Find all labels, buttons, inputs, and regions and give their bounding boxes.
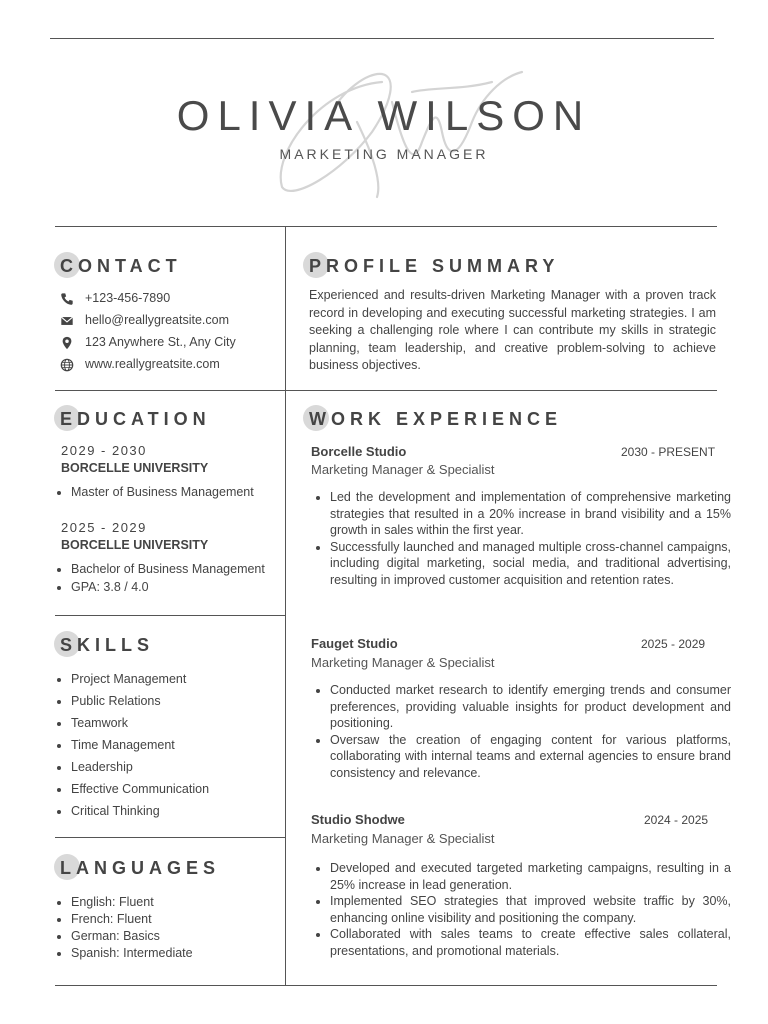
- list-item: • Time Management: [71, 734, 209, 756]
- job-role: Marketing Manager & Specialist: [311, 462, 495, 477]
- list-item: • Implemented SEO strategies that improved website traffic by 30%, enhancing online visibility and positioning the company.: [330, 893, 731, 926]
- education-years: 2029 - 2030: [61, 443, 147, 458]
- contact-divider: [55, 390, 717, 391]
- education-school: BORCELLE UNIVERSITY: [61, 538, 209, 552]
- list-item: • Conducted market research to identify emerging trends and consumer preferences, providing valuable insights for product development and positioning.: [330, 682, 731, 732]
- skills-list: [54, 668, 209, 822]
- skills-heading: SKILLS: [60, 635, 154, 656]
- top-divider: [50, 38, 714, 39]
- candidate-name: OLIVIA WILSON: [176, 92, 592, 139]
- education-heading: EDUCATION: [60, 409, 211, 430]
- list-item: • Oversaw the creation of engaging content for various platforms, collaborating with internal teams and external agencies to ensure brand consistency and relevance.: [330, 732, 731, 782]
- education-years: 2025 - 2029: [61, 520, 147, 535]
- job-company: Studio Shodwe: [311, 812, 405, 827]
- list-item: • Collaborated with sales teams to create effective sales collateral, presentations, and promotional materials.: [330, 926, 731, 959]
- languages-heading: LANGUAGES: [60, 858, 220, 879]
- list-item: • Developed and executed targeted marketing campaigns, resulting in a 25% increase in lead generation.: [330, 860, 731, 893]
- list-item: • English: Fluent: [71, 894, 193, 911]
- list-item: • Led the development and implementation of comprehensive marketing strategies that resulted in a 20% increase in brand visibility and a 15% growth in sales within the first year.: [330, 489, 731, 539]
- skills-divider: [55, 837, 285, 838]
- globe-icon: [60, 358, 74, 372]
- languages-list: [54, 894, 193, 962]
- profile-heading: PROFILE SUMMARY: [309, 256, 559, 277]
- education-divider: [55, 615, 285, 616]
- list-item: • Spanish: Intermediate: [71, 945, 193, 962]
- bottom-divider: [55, 985, 717, 986]
- list-item: • Public Relations: [71, 690, 209, 712]
- location-pin-icon: [60, 336, 74, 350]
- education-school: BORCELLE UNIVERSITY: [61, 461, 209, 475]
- header-divider: [55, 226, 717, 227]
- column-divider: [285, 226, 286, 986]
- education-items: [54, 560, 265, 596]
- job-bullets: [314, 682, 731, 781]
- list-item: • Critical Thinking: [71, 800, 209, 822]
- job-bullets: [314, 860, 731, 959]
- list-item: • Successfully launched and managed multiple cross-channel campaigns, including digital marketing, social media, and traditional advertising, resulting in improved customer acquisition and retention rates.: [330, 539, 731, 589]
- list-item: • Project Management: [71, 668, 209, 690]
- job-role: Marketing Manager & Specialist: [311, 655, 495, 670]
- contact-heading: CONTACT: [60, 256, 182, 277]
- list-item: • Bachelor of Business Management: [71, 560, 265, 578]
- phone-icon: [60, 292, 74, 306]
- email-icon: [60, 314, 74, 328]
- profile-text: Experienced and results-driven Marketing Manager with a proven track record in developing and executing successful marketing strategies. I am seeking a challenging role where I can contribute my skills in strategic planning, team leadership, and creative problem-solving to achieve business objectives.: [309, 288, 716, 372]
- job-dates: 2025 - 2029: [641, 637, 706, 651]
- job-company: Borcelle Studio: [311, 444, 407, 459]
- job-role: Marketing Manager & Specialist: [311, 831, 495, 846]
- list-item: • Master of Business Management: [71, 483, 254, 501]
- job-dates: 2024 - 2025: [644, 813, 709, 827]
- job-title: MARKETING MANAGER: [279, 146, 489, 162]
- list-item: • German: Basics: [71, 928, 193, 945]
- experience-heading: WORK EXPERIENCE: [309, 409, 562, 430]
- list-item: • Leadership: [71, 756, 209, 778]
- job-bullets: [314, 489, 731, 588]
- list-item: • GPA: 3.8 / 4.0: [71, 578, 265, 596]
- education-items: [54, 483, 254, 501]
- list-item: • Effective Communication: [71, 778, 209, 800]
- list-item: • French: Fluent: [71, 911, 193, 928]
- job-dates: 2030 - PRESENT: [621, 445, 716, 459]
- job-company: Fauget Studio: [311, 636, 398, 651]
- list-item: • Teamwork: [71, 712, 209, 734]
